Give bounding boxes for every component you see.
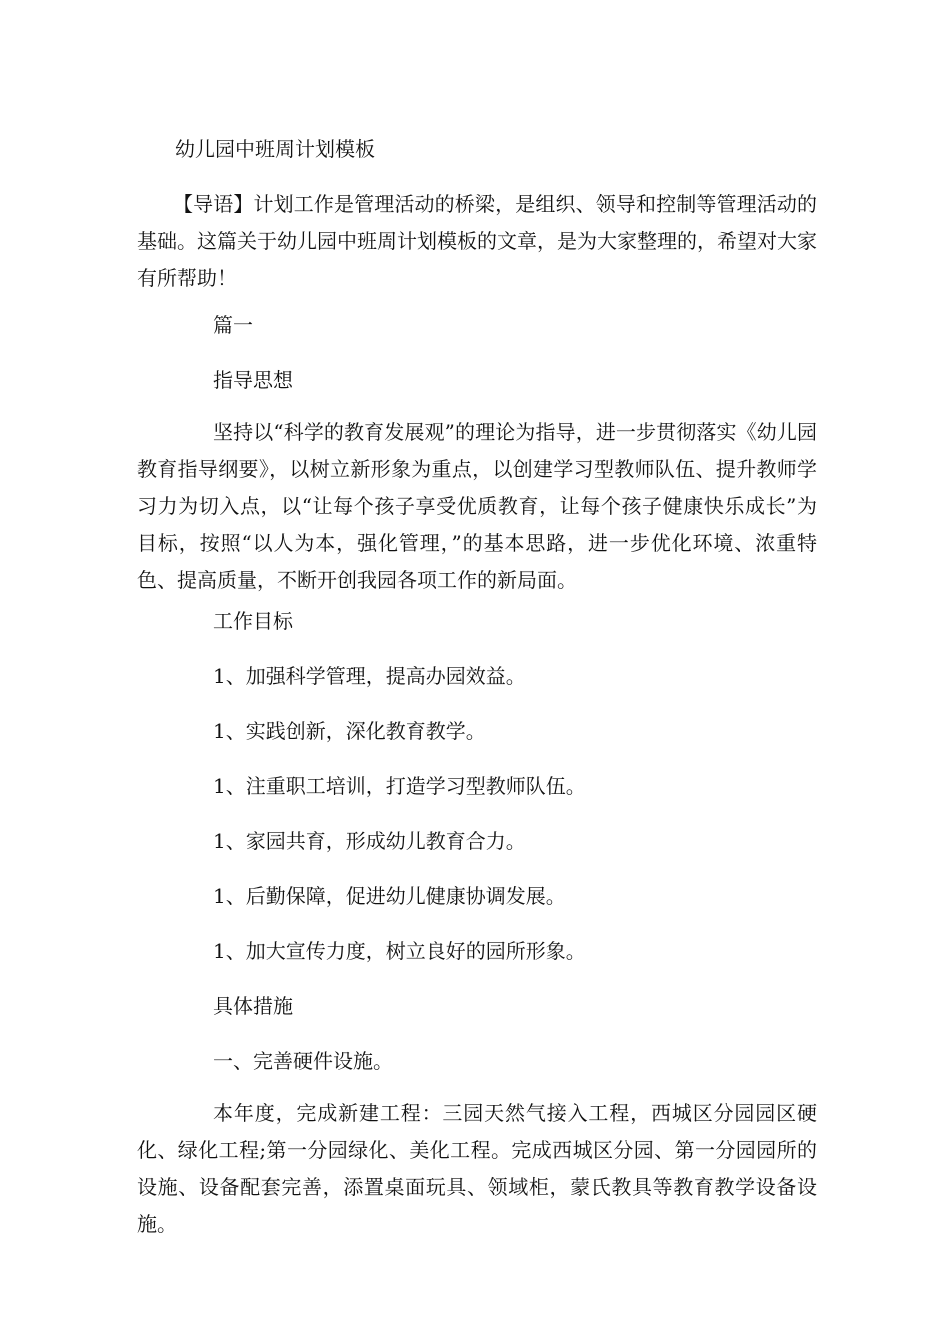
goal-item: 1、加大宣传力度，树立良好的园所形象。: [213, 939, 586, 963]
section-label: 篇一: [213, 313, 253, 337]
document-title: 幼儿园中班周计划模板: [175, 137, 375, 161]
intro-paragraph: 【导语】计划工作是管理活动的桥梁，是组织、领导和控制等管理活动的基础。这篇关于幼儿园中班周计划模板的文章，是为大家整理的，希望对大家有所帮助！: [137, 192, 817, 290]
goal-item: 1、家园共育，形成幼儿教育合力。: [213, 829, 526, 853]
guiding-paragraph: 坚持以“科学的教育发展观”的理论为指导，进一步贯彻落实《幼儿园教育指导纲要》，以树立新形象为重点，以创建学习型教师队伍、提升教师学习力为切入点，以“让每个孩子享受优质教育，让每个孩子健康快乐成长”为目标，按照“以人为本，强化管理，”的基本思路，进一步优化环境、浓重特色、提高质量，不断开创我园各项工作的新局面。: [137, 420, 817, 592]
goal-item: 1、注重职工培训，打造学习型教师队伍。: [213, 774, 586, 798]
goal-item: 1、后勤保障，促进幼儿健康协调发展。: [213, 884, 566, 908]
measure-one-paragraph: 本年度，完成新建工程：三园天然气接入工程，西城区分园园区硬化、绿化工程;第一分园绿化、美化工程。完成西城区分园、第一分园园所的设施、设备配套完善，添置桌面玩具、领域柜，蒙氏教具等教育教学设备设施。: [137, 1101, 817, 1236]
goal-item: 1、加强科学管理，提高办园效益。: [213, 664, 526, 688]
guiding-heading: 指导思想: [213, 368, 293, 392]
measure-one-heading: 一、完善硬件设施。: [213, 1049, 393, 1073]
measures-heading: 具体措施: [213, 994, 293, 1018]
goal-item: 1、实践创新，深化教育教学。: [213, 719, 486, 743]
goals-heading: 工作目标: [213, 609, 293, 633]
